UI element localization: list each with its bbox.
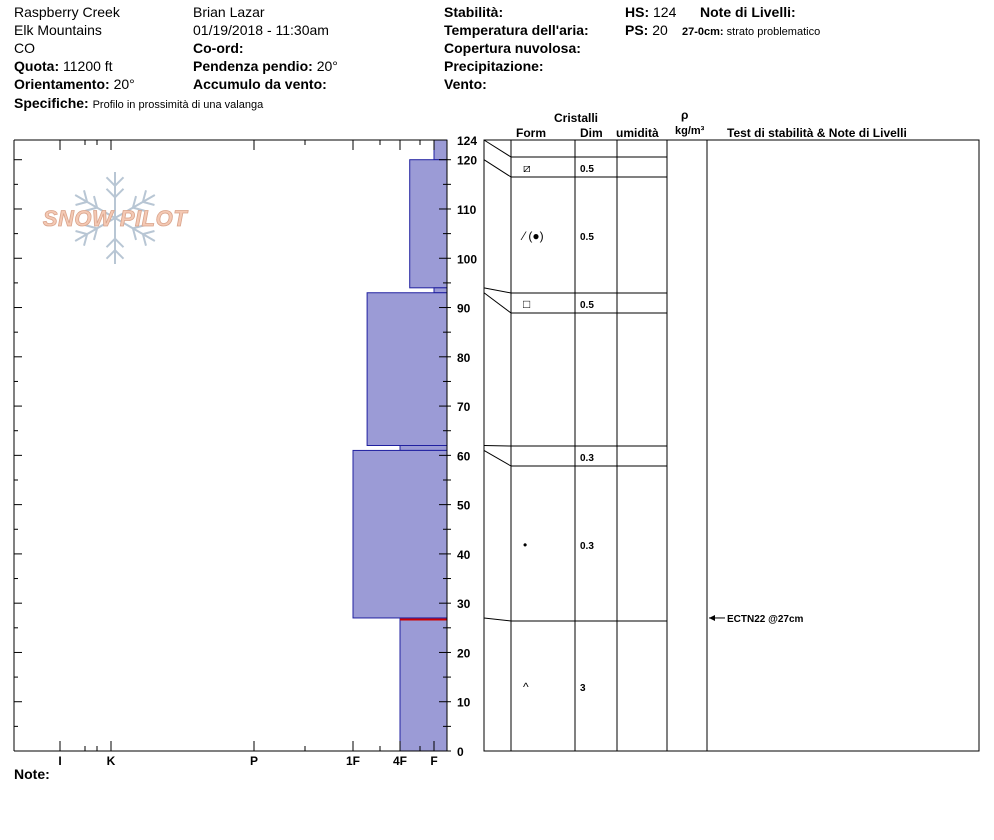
- snowflake-branch: [76, 202, 88, 205]
- hardness-tick-label: K: [106, 754, 116, 768]
- snowflake-branch: [115, 177, 123, 185]
- height-tick-label: 60: [457, 449, 471, 464]
- aspect-label: Orientamento:: [14, 76, 110, 92]
- height-tick-label: 0: [457, 745, 464, 759]
- height-tick-label: 50: [457, 498, 471, 513]
- height-tick-label: 100: [457, 252, 478, 267]
- hardness-tick-label: 1F: [345, 754, 361, 768]
- crystal-size-label: 0.5: [580, 164, 594, 175]
- location: Raspberry Creek: [14, 4, 120, 20]
- layer-connector: [484, 618, 511, 621]
- layer-connector: [484, 450, 511, 466]
- ps-value: 20: [652, 22, 668, 38]
- hs-label: HS:: [625, 4, 650, 20]
- crystal-size-label: 0.3: [580, 541, 594, 552]
- snowflake-branch: [107, 177, 115, 185]
- height-tick-label: 30: [457, 597, 471, 612]
- notes-label: Note:: [14, 766, 50, 782]
- logo-text: SNOW PILOT: [42, 206, 188, 231]
- coord-label: Co-ord:: [193, 40, 244, 56]
- crystal-size-label: 3: [580, 683, 586, 694]
- layer-note-text: strato problematico: [726, 26, 821, 38]
- wind-label: Vento:: [444, 76, 487, 92]
- crystal-form-symbol: ⁄ (●): [523, 229, 544, 243]
- specifics-value: Profilo in prossimità di una valanga: [92, 99, 264, 111]
- hardness-bar: [353, 450, 447, 618]
- hardness-bar: [400, 618, 447, 751]
- stability-test-label: ECTN22 @27cm: [727, 613, 804, 625]
- height-tick-label: 124: [457, 134, 478, 148]
- hardness-bar: [367, 293, 447, 446]
- hardness-tick-label: F: [430, 754, 438, 768]
- rho-header: ρ: [681, 108, 689, 122]
- elevation-value: 11200 ft: [63, 58, 113, 74]
- hardness-tick-label: 4F: [392, 754, 408, 768]
- crystal-size-label: 0.3: [580, 453, 594, 464]
- hardness-bar: [410, 160, 447, 288]
- hardness-bar: [434, 140, 447, 160]
- layer-connector: [484, 160, 511, 177]
- crystals-header: Cristalli: [554, 111, 599, 125]
- observer: Brian Lazar: [193, 4, 265, 20]
- height-tick-label: 110: [457, 202, 477, 217]
- slope-label: Pendenza pendio:: [193, 58, 313, 74]
- hardness-bar: [400, 446, 447, 451]
- crystal-form-symbol: □: [523, 297, 531, 311]
- layer-notes-label: Note di Livelli:: [700, 4, 796, 20]
- height-tick-label: 20: [457, 646, 471, 661]
- layer-connector: [484, 288, 511, 293]
- density-unit-header: kg/m³: [675, 125, 705, 137]
- crystal-form-symbol: ⧄: [523, 161, 531, 175]
- snowpilot-logo: [43, 172, 188, 264]
- air-temp-label: Temperatura dell'aria:: [444, 22, 589, 38]
- dim-header: Dim: [580, 126, 603, 140]
- layer-connector: [484, 140, 511, 157]
- stability-notes-header: Test di stabilità & Note di Livelli: [727, 126, 907, 140]
- test-arrow-icon: [709, 615, 715, 621]
- snowflake-branch: [76, 231, 88, 234]
- height-tick-label: 80: [457, 350, 471, 365]
- specifics-label: Specifiche:: [14, 95, 89, 111]
- stability-label: Stabilità:: [444, 4, 504, 20]
- snowflake-branch: [107, 189, 115, 197]
- mountain-range: Elk Mountains: [14, 22, 102, 38]
- crystal-form-symbol: ^: [523, 680, 529, 694]
- hardness-bar: [434, 288, 447, 293]
- snowflake-branch: [143, 202, 155, 205]
- snowflake-branch: [115, 250, 123, 258]
- slope-value: 20°: [316, 58, 338, 74]
- height-tick-label: 40: [457, 547, 471, 562]
- crystal-size-label: 0.5: [580, 300, 594, 311]
- form-header: Form: [516, 126, 546, 140]
- snowflake-branch: [107, 239, 115, 247]
- hardness-tick-label: P: [249, 754, 259, 768]
- humidity-header: umidità: [616, 126, 659, 140]
- snowflake-branch: [115, 189, 123, 197]
- hardness-tick-label: I: [58, 754, 62, 768]
- snowflake-branch: [143, 231, 155, 234]
- snowflake-branch: [115, 239, 123, 247]
- hs-value: 124: [653, 4, 677, 20]
- height-tick-label: 10: [457, 695, 471, 710]
- precip-label: Precipitazione:: [444, 58, 544, 74]
- layer-connector: [484, 293, 511, 313]
- cloud-label: Copertura nuvolosa:: [444, 40, 581, 56]
- snowflake-branch: [107, 250, 115, 258]
- crystal-form-symbol: •: [523, 538, 528, 552]
- state: CO: [14, 40, 35, 56]
- aspect-value: 20°: [113, 76, 135, 92]
- layer-connector: [484, 446, 511, 447]
- height-tick-label: 120: [457, 153, 478, 168]
- datetime: 01/19/2018 - 11:30am: [193, 22, 329, 38]
- layer-note-depth: 27-0cm:: [682, 26, 724, 38]
- crystal-size-label: 0.5: [580, 232, 594, 243]
- height-tick-label: 70: [457, 400, 471, 415]
- height-tick-label: 90: [457, 301, 471, 316]
- ps-label: PS:: [625, 22, 649, 38]
- wind-loading-label: Accumulo da vento:: [193, 76, 327, 92]
- elevation-label: Quota:: [14, 58, 60, 74]
